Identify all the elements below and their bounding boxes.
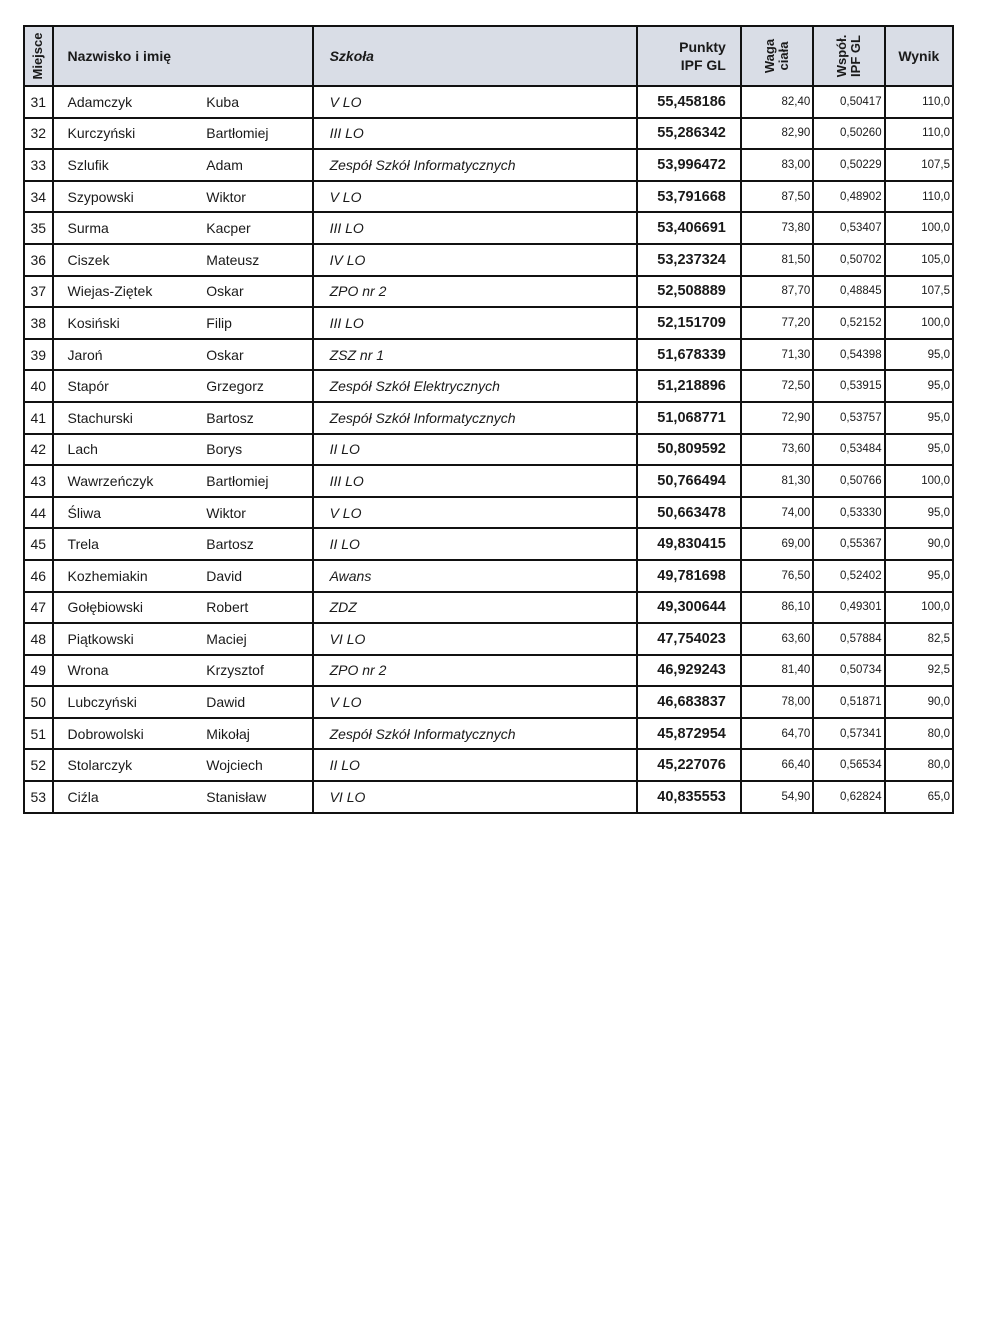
row-points: 45,227076: [637, 749, 741, 781]
row-first-name: Adam: [194, 149, 312, 181]
table-row: [24, 497, 953, 529]
row-first-name: Grzegorz: [194, 370, 312, 402]
row-place: 42: [24, 434, 53, 466]
row-points: 53,791668: [637, 181, 741, 213]
row-result: 95,0: [885, 497, 953, 529]
row-coefficient: 0,53915: [813, 370, 884, 402]
row-result: 80,0: [885, 718, 953, 750]
results-table: [23, 25, 954, 814]
row-first-name: Wiktor: [194, 497, 312, 529]
row-weight: 77,20: [741, 307, 813, 339]
row-points: 52,151709: [637, 307, 741, 339]
row-school: VI LO: [313, 623, 637, 655]
table-row: [24, 781, 953, 813]
row-school: III LO: [313, 465, 637, 497]
row-school: Zespół Szkół Elektrycznych: [313, 370, 637, 402]
table-row: [24, 686, 953, 718]
row-weight: 78,00: [741, 686, 813, 718]
table-row: [24, 149, 953, 181]
table-row: [24, 434, 953, 466]
row-school: VI LO: [313, 781, 637, 813]
row-result: 110,0: [885, 86, 953, 118]
row-points: 53,996472: [637, 149, 741, 181]
row-surname: Kozhemiakin: [53, 560, 195, 592]
row-coefficient: 0,50702: [813, 244, 884, 276]
row-place: 53: [24, 781, 53, 813]
table-row: [24, 718, 953, 750]
row-first-name: Dawid: [194, 686, 312, 718]
row-place: 50: [24, 686, 53, 718]
row-coefficient: 0,50229: [813, 149, 884, 181]
row-result: 100,0: [885, 212, 953, 244]
row-result: 110,0: [885, 181, 953, 213]
header-place: Miejsce: [24, 26, 53, 86]
row-points: 51,218896: [637, 370, 741, 402]
row-place: 52: [24, 749, 53, 781]
row-surname: Wiejas-Ziętek: [53, 276, 195, 308]
row-result: 80,0: [885, 749, 953, 781]
row-points: 46,683837: [637, 686, 741, 718]
row-school: ZPO nr 2: [313, 655, 637, 687]
row-school: IV LO: [313, 244, 637, 276]
row-coefficient: 0,48845: [813, 276, 884, 308]
row-weight: 83,00: [741, 149, 813, 181]
row-school: V LO: [313, 497, 637, 529]
row-school: Zespół Szkół Informatycznych: [313, 149, 637, 181]
row-result: 100,0: [885, 592, 953, 624]
row-points: 45,872954: [637, 718, 741, 750]
row-points: 49,830415: [637, 528, 741, 560]
row-surname: Jaroń: [53, 339, 195, 371]
row-coefficient: 0,53330: [813, 497, 884, 529]
row-weight: 82,40: [741, 86, 813, 118]
table-row: [24, 749, 953, 781]
row-result: 100,0: [885, 465, 953, 497]
row-place: 32: [24, 118, 53, 150]
row-place: 34: [24, 181, 53, 213]
row-place: 31: [24, 86, 53, 118]
row-result: 65,0: [885, 781, 953, 813]
row-first-name: Oskar: [194, 339, 312, 371]
row-weight: 71,30: [741, 339, 813, 371]
row-weight: 76,50: [741, 560, 813, 592]
row-coefficient: 0,50766: [813, 465, 884, 497]
row-weight: 81,30: [741, 465, 813, 497]
row-school: III LO: [313, 118, 637, 150]
row-result: 110,0: [885, 118, 953, 150]
row-weight: 64,70: [741, 718, 813, 750]
row-result: 107,5: [885, 276, 953, 308]
row-surname: Szypowski: [53, 181, 195, 213]
row-coefficient: 0,53407: [813, 212, 884, 244]
header-result: Wynik: [885, 26, 953, 86]
row-first-name: Stanisław: [194, 781, 312, 813]
row-school: III LO: [313, 307, 637, 339]
row-first-name: Maciej: [194, 623, 312, 655]
table-body: [24, 86, 953, 813]
row-points: 49,300644: [637, 592, 741, 624]
table-row: [24, 244, 953, 276]
row-first-name: Borys: [194, 434, 312, 466]
row-place: 51: [24, 718, 53, 750]
results-table-container: [23, 25, 954, 814]
row-coefficient: 0,55367: [813, 528, 884, 560]
table-row: [24, 118, 953, 150]
table-row: [24, 276, 953, 308]
row-weight: 87,70: [741, 276, 813, 308]
row-result: 90,0: [885, 686, 953, 718]
row-surname: Gołębiowski: [53, 592, 195, 624]
row-result: 95,0: [885, 434, 953, 466]
row-school: V LO: [313, 86, 637, 118]
row-surname: Kurczyński: [53, 118, 195, 150]
row-place: 35: [24, 212, 53, 244]
row-place: 38: [24, 307, 53, 339]
row-weight: 81,40: [741, 655, 813, 687]
row-school: ZDZ: [313, 592, 637, 624]
row-surname: Śliwa: [53, 497, 195, 529]
header-school: Szkoła: [313, 26, 637, 86]
row-result: 95,0: [885, 370, 953, 402]
header-coef: Współ. IPF GL: [813, 26, 884, 86]
row-points: 53,237324: [637, 244, 741, 276]
row-points: 46,929243: [637, 655, 741, 687]
row-place: 33: [24, 149, 53, 181]
row-place: 45: [24, 528, 53, 560]
row-result: 107,5: [885, 149, 953, 181]
row-weight: 66,40: [741, 749, 813, 781]
table-row: [24, 339, 953, 371]
row-school: ZPO nr 2: [313, 276, 637, 308]
row-surname: Ciszek: [53, 244, 195, 276]
row-coefficient: 0,52152: [813, 307, 884, 339]
row-surname: Kosiński: [53, 307, 195, 339]
row-weight: 74,00: [741, 497, 813, 529]
row-weight: 73,60: [741, 434, 813, 466]
row-surname: Surma: [53, 212, 195, 244]
row-surname: Ciźla: [53, 781, 195, 813]
row-school: Zespół Szkół Informatycznych: [313, 718, 637, 750]
row-weight: 73,80: [741, 212, 813, 244]
row-place: 46: [24, 560, 53, 592]
row-coefficient: 0,50734: [813, 655, 884, 687]
row-school: II LO: [313, 528, 637, 560]
row-place: 44: [24, 497, 53, 529]
row-coefficient: 0,53757: [813, 402, 884, 434]
row-points: 55,458186: [637, 86, 741, 118]
table-row: [24, 402, 953, 434]
row-result: 95,0: [885, 402, 953, 434]
row-place: 41: [24, 402, 53, 434]
row-surname: Lach: [53, 434, 195, 466]
row-weight: 82,90: [741, 118, 813, 150]
row-place: 40: [24, 370, 53, 402]
row-weight: 87,50: [741, 181, 813, 213]
table-row: [24, 560, 953, 592]
row-result: 95,0: [885, 560, 953, 592]
row-first-name: Robert: [194, 592, 312, 624]
table-row: [24, 212, 953, 244]
header-name: Nazwisko i imię: [53, 26, 313, 86]
row-result: 82,5: [885, 623, 953, 655]
row-school: V LO: [313, 686, 637, 718]
row-first-name: Bartłomiej: [194, 465, 312, 497]
row-coefficient: 0,49301: [813, 592, 884, 624]
row-result: 92,5: [885, 655, 953, 687]
row-result: 95,0: [885, 339, 953, 371]
row-school: II LO: [313, 434, 637, 466]
row-place: 37: [24, 276, 53, 308]
row-points: 40,835553: [637, 781, 741, 813]
row-first-name: Mikołaj: [194, 718, 312, 750]
row-surname: Wrona: [53, 655, 195, 687]
row-first-name: Bartosz: [194, 402, 312, 434]
row-points: 52,508889: [637, 276, 741, 308]
row-first-name: David: [194, 560, 312, 592]
row-coefficient: 0,51871: [813, 686, 884, 718]
row-first-name: Krzysztof: [194, 655, 312, 687]
row-coefficient: 0,50417: [813, 86, 884, 118]
table-header-row: [24, 26, 953, 86]
row-result: 90,0: [885, 528, 953, 560]
row-weight: 72,90: [741, 402, 813, 434]
row-first-name: Bartosz: [194, 528, 312, 560]
row-points: 51,068771: [637, 402, 741, 434]
row-surname: Stapór: [53, 370, 195, 402]
row-first-name: Wiktor: [194, 181, 312, 213]
row-first-name: Wojciech: [194, 749, 312, 781]
row-result: 100,0: [885, 307, 953, 339]
row-surname: Stolarczyk: [53, 749, 195, 781]
table-row: [24, 655, 953, 687]
row-first-name: Bartłomiej: [194, 118, 312, 150]
row-weight: 72,50: [741, 370, 813, 402]
row-surname: Dobrowolski: [53, 718, 195, 750]
row-school: ZSZ nr 1: [313, 339, 637, 371]
row-place: 48: [24, 623, 53, 655]
row-school: III LO: [313, 212, 637, 244]
table-row: [24, 86, 953, 118]
row-school: V LO: [313, 181, 637, 213]
table-row: [24, 465, 953, 497]
row-result: 105,0: [885, 244, 953, 276]
row-surname: Wawrzeńczyk: [53, 465, 195, 497]
row-surname: Adamczyk: [53, 86, 195, 118]
row-points: 55,286342: [637, 118, 741, 150]
row-weight: 81,50: [741, 244, 813, 276]
row-coefficient: 0,48902: [813, 181, 884, 213]
row-place: 39: [24, 339, 53, 371]
row-surname: Piątkowski: [53, 623, 195, 655]
row-place: 47: [24, 592, 53, 624]
header-weight: Waga ciała: [741, 26, 813, 86]
row-place: 49: [24, 655, 53, 687]
row-coefficient: 0,54398: [813, 339, 884, 371]
row-coefficient: 0,57884: [813, 623, 884, 655]
row-surname: Szlufik: [53, 149, 195, 181]
row-points: 51,678339: [637, 339, 741, 371]
row-weight: 63,60: [741, 623, 813, 655]
row-first-name: Kuba: [194, 86, 312, 118]
row-first-name: Oskar: [194, 276, 312, 308]
table-row: [24, 307, 953, 339]
row-school: Zespół Szkół Informatycznych: [313, 402, 637, 434]
row-coefficient: 0,62824: [813, 781, 884, 813]
row-weight: 69,00: [741, 528, 813, 560]
row-school: II LO: [313, 749, 637, 781]
header-points: Punkty IPF GL: [637, 26, 741, 86]
row-first-name: Kacper: [194, 212, 312, 244]
row-points: 50,809592: [637, 434, 741, 466]
row-place: 43: [24, 465, 53, 497]
row-surname: Trela: [53, 528, 195, 560]
row-coefficient: 0,52402: [813, 560, 884, 592]
table-row: [24, 181, 953, 213]
row-points: 49,781698: [637, 560, 741, 592]
row-coefficient: 0,57341: [813, 718, 884, 750]
row-points: 50,663478: [637, 497, 741, 529]
row-coefficient: 0,56534: [813, 749, 884, 781]
row-school: Awans: [313, 560, 637, 592]
row-coefficient: 0,53484: [813, 434, 884, 466]
row-weight: 86,10: [741, 592, 813, 624]
row-first-name: Mateusz: [194, 244, 312, 276]
row-points: 50,766494: [637, 465, 741, 497]
row-points: 47,754023: [637, 623, 741, 655]
row-surname: Lubczyński: [53, 686, 195, 718]
row-points: 53,406691: [637, 212, 741, 244]
row-coefficient: 0,50260: [813, 118, 884, 150]
row-place: 36: [24, 244, 53, 276]
row-weight: 54,90: [741, 781, 813, 813]
table-row: [24, 623, 953, 655]
row-surname: Stachurski: [53, 402, 195, 434]
row-first-name: Filip: [194, 307, 312, 339]
table-row: [24, 592, 953, 624]
table-row: [24, 370, 953, 402]
table-row: [24, 528, 953, 560]
